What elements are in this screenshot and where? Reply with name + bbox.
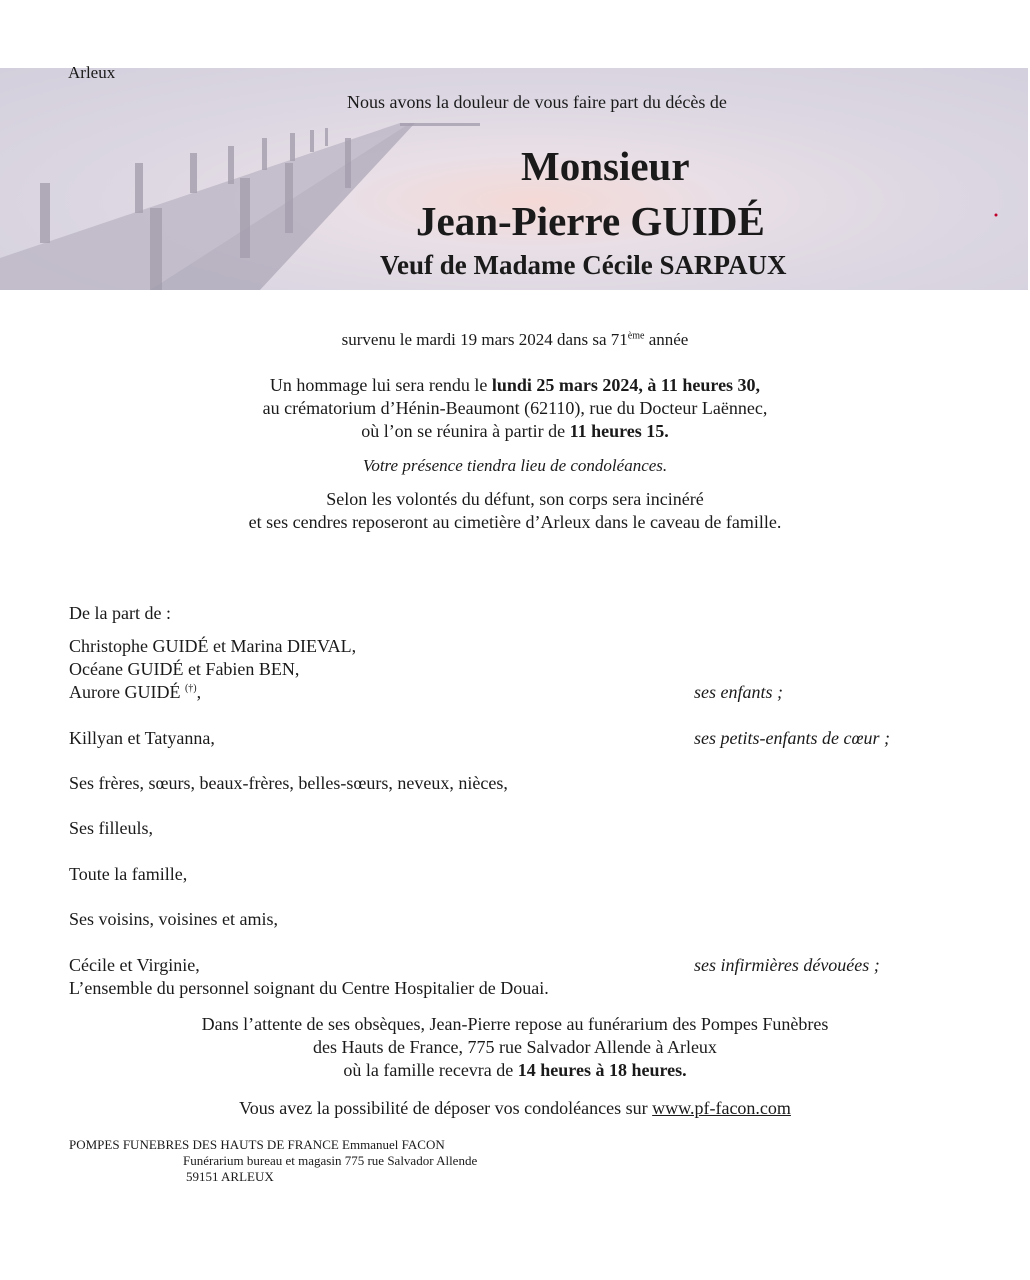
rest-line-1: Dans l’attente de ses obsèques, Jean-Pierre repose au funérarium des Pompes Funèbres xyxy=(201,1014,829,1034)
condolences-link[interactable]: www.pf-facon.com xyxy=(652,1098,791,1118)
gathering-time: 11 heures 15. xyxy=(569,421,669,441)
siblings: Ses frères, sœurs, beaux-frères, belles-sœurs, neveux, nièces, xyxy=(69,773,508,793)
deceased-mark: (†) xyxy=(184,683,197,694)
deceased-title: Monsieur xyxy=(521,143,690,189)
death-date-text: survenu le mardi 19 mars 2024 dans sa 71 xyxy=(341,330,628,349)
neighbours: Ses voisins, voisines et amis, xyxy=(69,909,279,929)
tribute-line-3 xyxy=(0,421,1030,442)
wishes-line-2: et ses cendres reposeront au cimetière d’Arleux dans le caveau de famille. xyxy=(248,512,782,532)
child-2: Océane GUIDÉ et Fabien BEN, xyxy=(69,659,300,679)
tribute-date: lundi 25 mars 2024, à 11 heures 30, xyxy=(491,375,761,395)
visit-hours: 14 heures à 18 heures. xyxy=(517,1060,687,1080)
ordinal-sup: ème xyxy=(627,330,645,342)
wishes-line-1: Selon les volontés du défunt, son corps sera incinéré xyxy=(326,489,704,509)
grandchildren: Killyan et Tatyanna, xyxy=(69,728,215,748)
all-family: Toute la famille, xyxy=(69,864,188,884)
gathering-text: où l’on se réunira à partir de xyxy=(361,421,570,441)
comma: , xyxy=(196,682,202,702)
nurses: Cécile et Virginie, xyxy=(69,955,200,975)
rest-line-2: des Hauts de France, 775 rue Salvador Allende à Arleux xyxy=(313,1037,717,1057)
family-intro: De la part de : xyxy=(69,603,171,623)
tribute-line-1 xyxy=(0,375,1030,396)
footer-city: 59151 ARLEUX xyxy=(186,1169,274,1184)
widower-line: Veuf de Madame Cécile SARPAUX xyxy=(380,250,787,280)
rest-line-3 xyxy=(0,1060,1030,1081)
tribute-text: Un hommage lui sera rendu le xyxy=(269,375,492,395)
visit-text: où la famille recevra de xyxy=(343,1060,518,1080)
tribute-line-2: au crématorium d’Hénin-Beaumont (62110), rue du Docteur Laënnec, xyxy=(262,398,768,418)
godchildren: Ses filleuls, xyxy=(69,818,153,838)
footer-company: POMPES FUNEBRES DES HAUTS DE FRANCE Emmanuel FACON xyxy=(69,1137,445,1152)
deceased-name: Jean-Pierre GUIDÉ xyxy=(416,198,765,244)
child-1: Christophe GUIDÉ et Marina DIEVAL, xyxy=(69,636,357,656)
online-condolences xyxy=(0,1098,1030,1119)
child-3 xyxy=(69,682,201,703)
hospital-staff: L’ensemble du personnel soignant du Centre Hospitalier de Douai. xyxy=(69,978,549,998)
online-text: Vous avez la possibilité de déposer vos condoléances sur xyxy=(239,1098,653,1118)
child-3-name: Aurore GUIDÉ xyxy=(69,682,181,702)
grandchildren-role: ses petits-enfants de cœur ; xyxy=(694,728,890,748)
intro-text: Nous avons la douleur de vous faire part du décès de xyxy=(347,92,727,112)
footer-address: Funérarium bureau et magasin 775 rue Salvador Allende xyxy=(183,1153,478,1168)
nurses-role: ses infirmières dévouées ; xyxy=(694,955,880,975)
children-role: ses enfants ; xyxy=(694,682,783,702)
death-date-line xyxy=(0,330,1030,350)
condolences-note: Votre présence tiendra lieu de condoléances. xyxy=(362,456,668,475)
town-label: Arleux xyxy=(68,63,116,82)
death-year-suffix: année xyxy=(644,330,689,349)
